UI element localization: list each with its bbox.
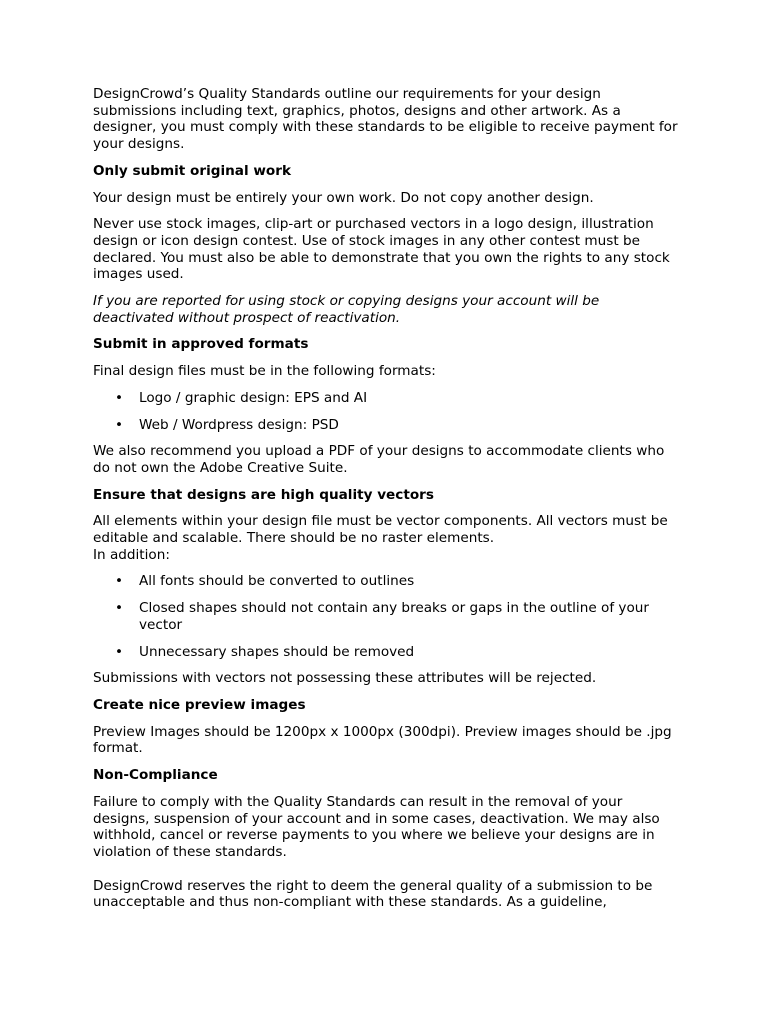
vectors-addition: In addition: <box>93 546 170 563</box>
bullet-icon: • <box>115 416 124 433</box>
vectors-lead: All elements within your design file must be vector components. All vectors must be editable and scalable. There should be no raster elements. <box>93 513 668 547</box>
list-item <box>115 643 678 661</box>
bullet-icon: • <box>115 573 124 590</box>
heading-approved-formats: Submit in approved formats <box>93 336 309 353</box>
list-item-text: Logo / graphic design: EPS and AI <box>139 389 368 406</box>
list-item-text: Unnecessary shapes should be removed <box>139 643 415 660</box>
quality-reservation-paragraph: DesignCrowd reserves the right to deem the general quality of a submission to be unacceptable and thus non-compliant with these standards. As a guideline, <box>93 877 653 911</box>
list-item <box>115 573 678 590</box>
vectors-lead-block <box>93 513 678 563</box>
formats-lead: Final design files must be in the following formats: <box>93 363 436 380</box>
heading-non-compliance: Non-Compliance <box>93 767 218 784</box>
list-item-text: Web / Wordpress design: PSD <box>139 416 339 433</box>
deactivation-warning: If you are reported for using stock or copying designs your account will be deactivated without prospect of reactivation. <box>93 293 600 326</box>
pdf-recommendation: We also recommend you upload a PDF of your designs to accommodate clients who do not own the Adobe Creative Suite. <box>93 443 665 476</box>
list-item <box>115 600 678 633</box>
list-item <box>115 389 678 407</box>
paragraph-spacer <box>93 861 678 878</box>
bullet-icon: • <box>115 643 124 660</box>
heading-vectors: Ensure that designs are high quality vectors <box>93 486 434 503</box>
bullet-icon: • <box>115 600 124 617</box>
intro-paragraph: DesignCrowd’s Quality Standards outline our requirements for your design submissions including text, graphics, photos, designs and other artwork. As a designer, you must comply with these standards to be eligible to receive payment for your designs. <box>93 86 678 153</box>
formats-list <box>93 390 678 433</box>
list-item-text: Closed shapes should not contain any breaks or gaps in the outline of your vector <box>139 600 649 633</box>
heading-original-work: Only submit original work <box>93 162 292 179</box>
list-item <box>115 416 678 434</box>
document-page <box>93 86 678 921</box>
vectors-rejection-note: Submissions with vectors not possessing these attributes will be rejected. <box>93 670 597 687</box>
original-work-paragraph: Your design must be entirely your own work. Do not copy another design. <box>93 189 594 206</box>
stock-images-paragraph: Never use stock images, clip-art or purchased vectors in a logo design, illustration design or icon design contest. Use of stock images in any other contest must be declared. You must also be able to demonstrate that you own the rights to any stock images used. <box>93 216 670 283</box>
vectors-list <box>93 573 678 660</box>
heading-preview-images: Create nice preview images <box>93 696 306 713</box>
preview-images-paragraph: Preview Images should be 1200px x 1000px (300dpi). Preview images should be .jpg format. <box>93 723 672 757</box>
non-compliance-paragraph: Failure to comply with the Quality Standards can result in the removal of your designs, suspension of your account and in some cases, deactivation. We may also withhold, cancel or reverse payments to you where we believe your designs are in violation of these standards. <box>93 793 660 860</box>
bullet-icon: • <box>115 389 124 406</box>
list-item-text: All fonts should be converted to outlines <box>139 573 415 590</box>
